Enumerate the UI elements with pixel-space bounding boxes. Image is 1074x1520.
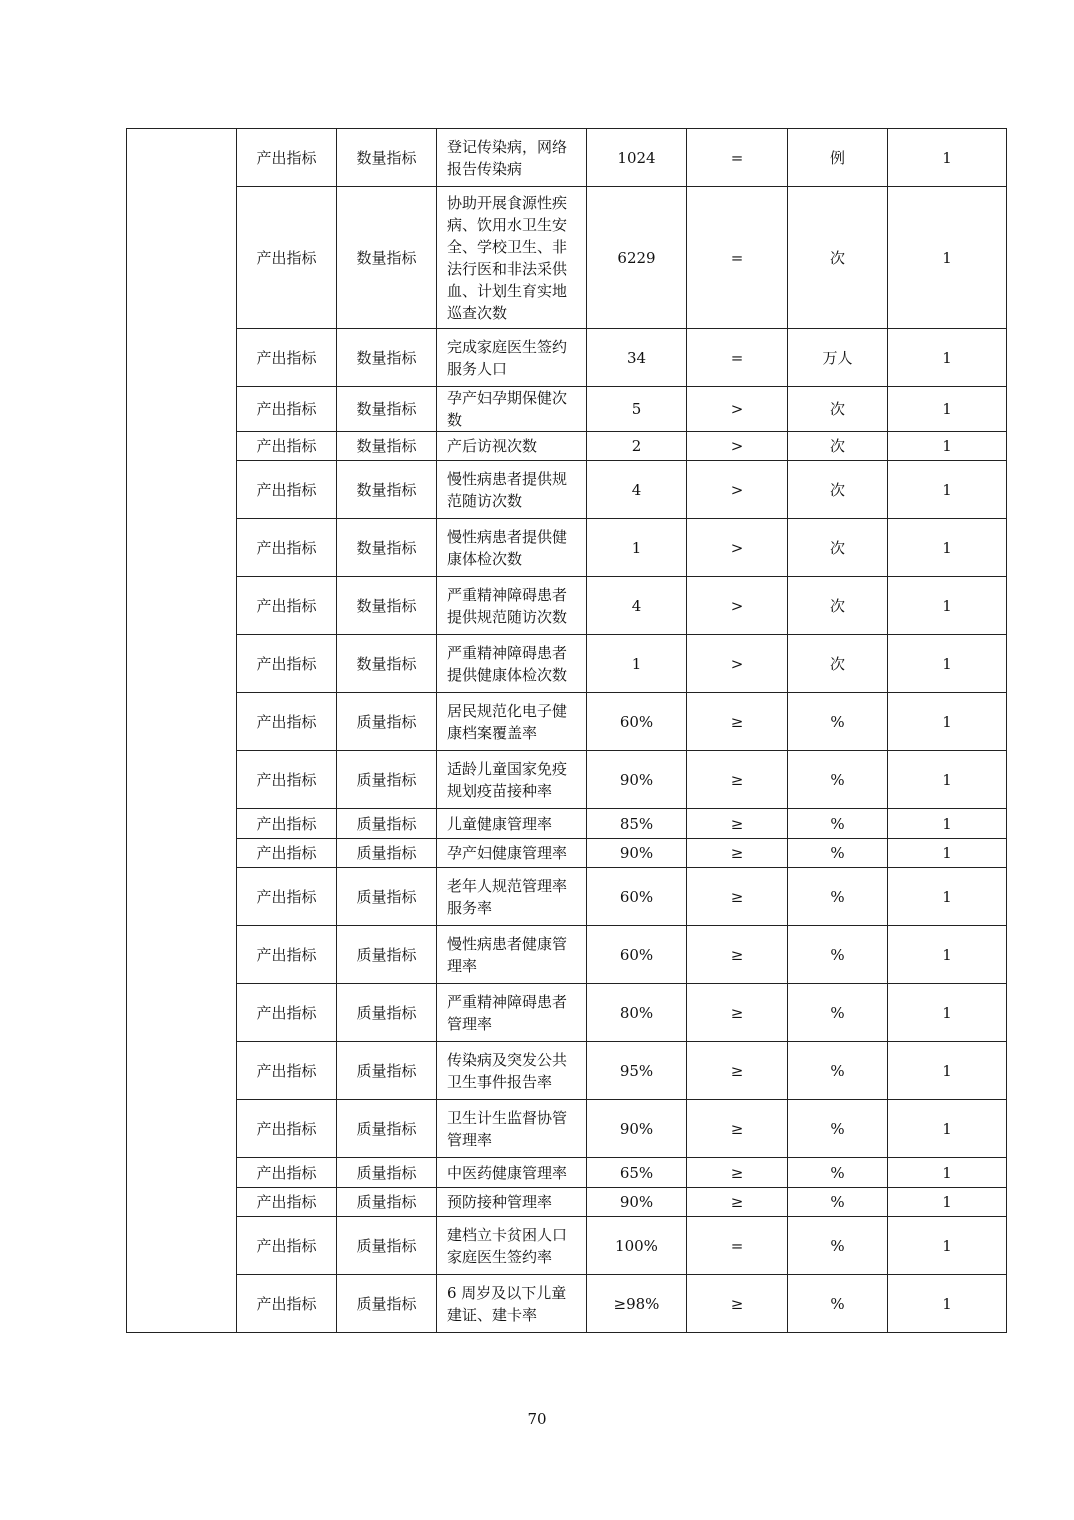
operator-cell: > (687, 461, 788, 519)
operator-cell: ≥ (687, 1275, 788, 1333)
unit-cell: 次 (788, 577, 888, 635)
indicator-cell: 中医药健康管理率 (437, 1158, 587, 1188)
indicator-cell: 慢性病患者健康管理率 (437, 926, 587, 984)
unit-cell: % (788, 984, 888, 1042)
operator-cell: ≥ (687, 809, 788, 839)
unit-cell: 次 (788, 461, 888, 519)
operator-cell: = (687, 1217, 788, 1275)
table-row (127, 926, 1007, 984)
weight-cell: 1 (888, 387, 1007, 432)
table-row (127, 187, 1007, 329)
table-row (127, 635, 1007, 693)
weight-cell: 1 (888, 329, 1007, 387)
target-value-cell: ≥98% (587, 1275, 687, 1333)
level1-cell: 产出指标 (237, 1275, 337, 1333)
performance-indicator-table (126, 128, 1007, 1333)
table-row (127, 461, 1007, 519)
target-value-cell: 85% (587, 809, 687, 839)
unit-cell: 次 (788, 187, 888, 329)
operator-cell: > (687, 635, 788, 693)
unit-cell: % (788, 809, 888, 839)
indicator-cell: 慢性病患者提供规范随访次数 (437, 461, 587, 519)
operator-cell: ≥ (687, 693, 788, 751)
indicator-cell: 居民规范化电子健康档案覆盖率 (437, 693, 587, 751)
level1-cell: 产出指标 (237, 432, 337, 461)
target-value-cell: 2 (587, 432, 687, 461)
unit-cell: % (788, 751, 888, 809)
indicator-cell: 产后访视次数 (437, 432, 587, 461)
weight-cell: 1 (888, 809, 1007, 839)
indicator-cell: 完成家庭医生签约服务人口 (437, 329, 587, 387)
table-row (127, 1217, 1007, 1275)
unit-cell: % (788, 1275, 888, 1333)
level2-cell: 数量指标 (337, 432, 437, 461)
weight-cell: 1 (888, 1217, 1007, 1275)
level2-cell: 数量指标 (337, 635, 437, 693)
operator-cell: = (687, 187, 788, 329)
indicator-cell: 严重精神障碍患者提供健康体检次数 (437, 635, 587, 693)
level1-cell: 产出指标 (237, 461, 337, 519)
operator-cell: ≥ (687, 839, 788, 868)
level2-cell: 质量指标 (337, 984, 437, 1042)
operator-cell: = (687, 129, 788, 187)
unit-cell: % (788, 1042, 888, 1100)
level1-cell: 产出指标 (237, 519, 337, 577)
operator-cell: ≥ (687, 751, 788, 809)
weight-cell: 1 (888, 432, 1007, 461)
unit-cell: 次 (788, 387, 888, 432)
table-row (127, 432, 1007, 461)
indicator-cell: 登记传染病，网络报告传染病 (437, 129, 587, 187)
unit-cell: % (788, 868, 888, 926)
target-value-cell: 4 (587, 577, 687, 635)
operator-cell: > (687, 519, 788, 577)
operator-cell: ≥ (687, 984, 788, 1042)
level2-cell: 质量指标 (337, 926, 437, 984)
weight-cell: 1 (888, 984, 1007, 1042)
indicator-cell: 慢性病患者提供健康体检次数 (437, 519, 587, 577)
operator-cell: ≥ (687, 1188, 788, 1217)
table-row (127, 868, 1007, 926)
level1-cell: 产出指标 (237, 1217, 337, 1275)
level1-cell: 产出指标 (237, 187, 337, 329)
target-value-cell: 1 (587, 635, 687, 693)
weight-cell: 1 (888, 1188, 1007, 1217)
level2-cell: 质量指标 (337, 868, 437, 926)
level1-cell: 产出指标 (237, 577, 337, 635)
operator-cell: ≥ (687, 926, 788, 984)
unit-cell: % (788, 1217, 888, 1275)
indicator-cell: 严重精神障碍患者管理率 (437, 984, 587, 1042)
level2-cell: 数量指标 (337, 387, 437, 432)
level2-cell: 数量指标 (337, 519, 437, 577)
indicator-cell: 儿童健康管理率 (437, 809, 587, 839)
indicator-cell: 孕产妇健康管理率 (437, 839, 587, 868)
level2-cell: 数量指标 (337, 187, 437, 329)
weight-cell: 1 (888, 1275, 1007, 1333)
unit-cell: 万人 (788, 329, 888, 387)
level1-cell: 产出指标 (237, 329, 337, 387)
target-value-cell: 90% (587, 751, 687, 809)
weight-cell: 1 (888, 1100, 1007, 1158)
indicator-cell: 传染病及突发公共卫生事件报告率 (437, 1042, 587, 1100)
table-row (127, 1100, 1007, 1158)
level1-cell: 产出指标 (237, 1042, 337, 1100)
level2-cell: 质量指标 (337, 1217, 437, 1275)
target-value-cell: 6229 (587, 187, 687, 329)
indicator-cell: 孕产妇孕期保健次数 (437, 387, 587, 432)
table-row (127, 839, 1007, 868)
unit-cell: 例 (788, 129, 888, 187)
table-row (127, 519, 1007, 577)
table-row (127, 1275, 1007, 1333)
table-row (127, 1158, 1007, 1188)
target-value-cell: 60% (587, 926, 687, 984)
level2-cell: 数量指标 (337, 461, 437, 519)
page-number: 70 (527, 1410, 547, 1428)
table-row (127, 809, 1007, 839)
level1-cell: 产出指标 (237, 635, 337, 693)
weight-cell: 1 (888, 187, 1007, 329)
level2-cell: 质量指标 (337, 1188, 437, 1217)
target-value-cell: 60% (587, 693, 687, 751)
level1-cell: 产出指标 (237, 1158, 337, 1188)
target-value-cell: 90% (587, 839, 687, 868)
weight-cell: 1 (888, 1042, 1007, 1100)
target-value-cell: 100% (587, 1217, 687, 1275)
indicator-cell: 卫生计生监督协管管理率 (437, 1100, 587, 1158)
table-row (127, 329, 1007, 387)
target-value-cell: 95% (587, 1042, 687, 1100)
level2-cell: 质量指标 (337, 1158, 437, 1188)
target-value-cell: 1024 (587, 129, 687, 187)
operator-cell: ≥ (687, 1100, 788, 1158)
level1-cell: 产出指标 (237, 839, 337, 868)
level2-cell: 质量指标 (337, 693, 437, 751)
weight-cell: 1 (888, 461, 1007, 519)
target-value-cell: 65% (587, 1158, 687, 1188)
unit-cell: 次 (788, 432, 888, 461)
table-row (127, 693, 1007, 751)
weight-cell: 1 (888, 751, 1007, 809)
level1-cell: 产出指标 (237, 809, 337, 839)
indicator-cell: 老年人规范管理率服务率 (437, 868, 587, 926)
level2-cell: 质量指标 (337, 839, 437, 868)
weight-cell: 1 (888, 926, 1007, 984)
indicator-cell: 适龄儿童国家免疫规划疫苗接种率 (437, 751, 587, 809)
target-value-cell: 34 (587, 329, 687, 387)
level2-cell: 数量指标 (337, 129, 437, 187)
table-row (127, 387, 1007, 432)
target-value-cell: 90% (587, 1188, 687, 1217)
weight-cell: 1 (888, 839, 1007, 868)
indicator-cell: 严重精神障碍患者提供规范随访次数 (437, 577, 587, 635)
unit-cell: % (788, 926, 888, 984)
operator-cell: > (687, 577, 788, 635)
level1-cell: 产出指标 (237, 984, 337, 1042)
indicator-cell: 预防接种管理率 (437, 1188, 587, 1217)
target-value-cell: 5 (587, 387, 687, 432)
target-value-cell: 4 (587, 461, 687, 519)
table-body (127, 129, 1007, 1333)
operator-cell: > (687, 432, 788, 461)
unit-cell: % (788, 839, 888, 868)
unit-cell: % (788, 693, 888, 751)
operator-cell: ≥ (687, 1158, 788, 1188)
level2-cell: 数量指标 (337, 329, 437, 387)
weight-cell: 1 (888, 1158, 1007, 1188)
target-value-cell: 90% (587, 1100, 687, 1158)
level1-cell: 产出指标 (237, 693, 337, 751)
target-value-cell: 60% (587, 868, 687, 926)
level1-cell: 产出指标 (237, 751, 337, 809)
table-row (127, 1188, 1007, 1217)
category-column-cell (127, 129, 237, 1333)
unit-cell: % (788, 1188, 888, 1217)
indicator-cell: 6 周岁及以下儿童建证、建卡率 (437, 1275, 587, 1333)
weight-cell: 1 (888, 868, 1007, 926)
operator-cell: ≥ (687, 1042, 788, 1100)
table-row (127, 129, 1007, 187)
level1-cell: 产出指标 (237, 868, 337, 926)
operator-cell: ≥ (687, 868, 788, 926)
target-value-cell: 1 (587, 519, 687, 577)
level1-cell: 产出指标 (237, 1188, 337, 1217)
level2-cell: 质量指标 (337, 1100, 437, 1158)
weight-cell: 1 (888, 519, 1007, 577)
operator-cell: > (687, 387, 788, 432)
level1-cell: 产出指标 (237, 129, 337, 187)
table-row (127, 751, 1007, 809)
table-row (127, 577, 1007, 635)
indicator-cell: 协助开展食源性疾病、饮用水卫生安全、学校卫生、非法行医和非法采供血、计划生育实地巡查次数 (437, 187, 587, 329)
unit-cell: % (788, 1158, 888, 1188)
weight-cell: 1 (888, 635, 1007, 693)
operator-cell: = (687, 329, 788, 387)
level2-cell: 质量指标 (337, 1275, 437, 1333)
level1-cell: 产出指标 (237, 1100, 337, 1158)
level2-cell: 质量指标 (337, 809, 437, 839)
level2-cell: 数量指标 (337, 577, 437, 635)
unit-cell: 次 (788, 519, 888, 577)
table-row (127, 984, 1007, 1042)
target-value-cell: 80% (587, 984, 687, 1042)
weight-cell: 1 (888, 129, 1007, 187)
level2-cell: 质量指标 (337, 1042, 437, 1100)
table-row (127, 1042, 1007, 1100)
unit-cell: % (788, 1100, 888, 1158)
weight-cell: 1 (888, 577, 1007, 635)
level2-cell: 质量指标 (337, 751, 437, 809)
indicator-cell: 建档立卡贫困人口家庭医生签约率 (437, 1217, 587, 1275)
weight-cell: 1 (888, 693, 1007, 751)
unit-cell: 次 (788, 635, 888, 693)
level1-cell: 产出指标 (237, 926, 337, 984)
level1-cell: 产出指标 (237, 387, 337, 432)
